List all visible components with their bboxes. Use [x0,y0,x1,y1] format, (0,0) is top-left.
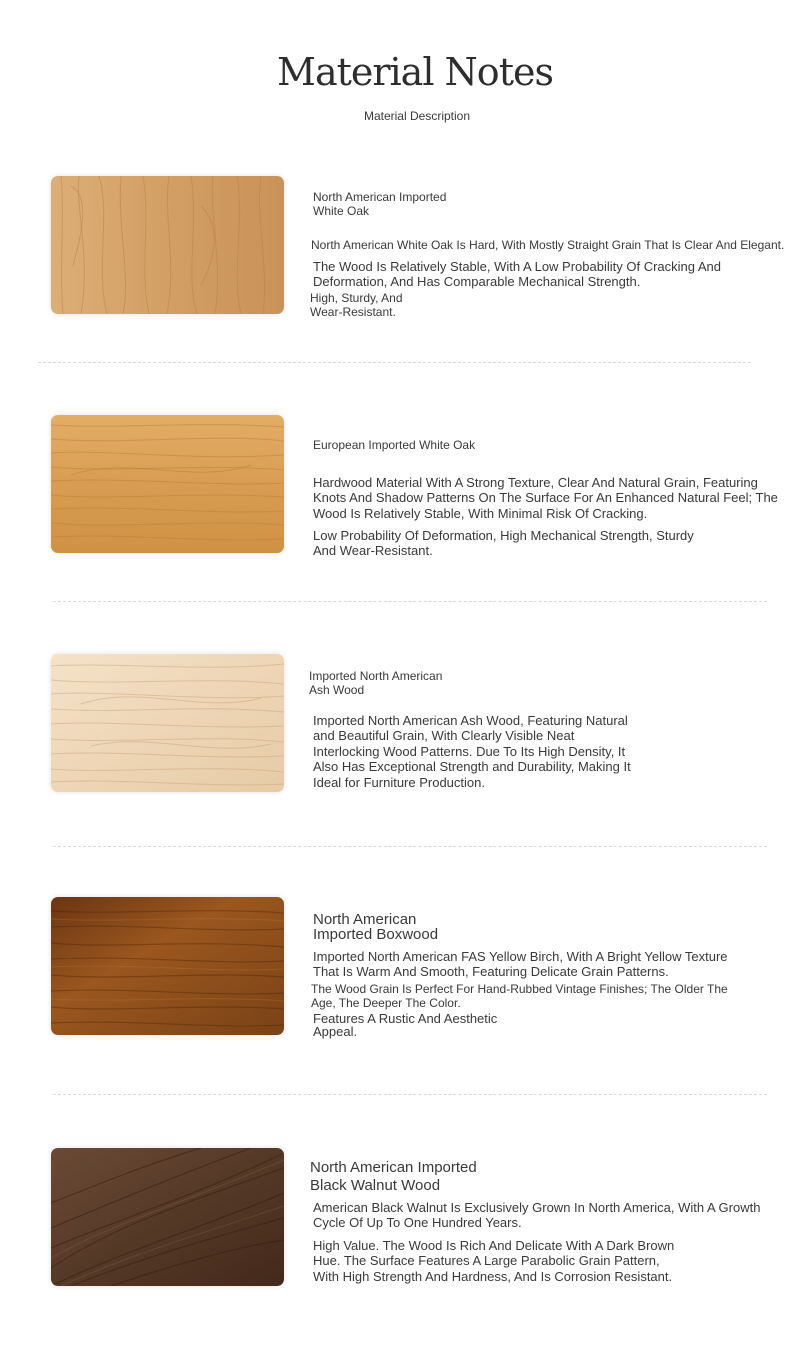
boxwood-desc-3: Features A Rustic And Aesthetic Appeal. [313,1011,498,1039]
divider-4 [53,1094,767,1095]
white-oak-desc-1: North American White Oak Is Hard, With Mostly Straight Grain That Is Clear And Elegant. [311,238,785,252]
boxwood-desc-1: Imported North American FAS Yellow Birch, With A Bright Yellow Texture That Is Warm And Smooth, Featuring Delicate Grain Patterns. [313,949,728,980]
ash-wood-name: Imported North American Ash Wood [309,669,443,697]
european-white-oak-name: European Imported White Oak [313,438,476,452]
black-walnut-name: North American Imported Black Walnut Wood [310,1159,477,1194]
european-white-oak-desc-2: Low Probability Of Deformation, High Mechanical Strength, Sturdy And Wear-Resistant. [313,528,694,559]
european-white-oak-swatch [51,415,284,553]
black-walnut-desc-1: American Black Walnut Is Exclusively Grown In North America, With A Growth Cycle Of Up To One Hundred Years. [313,1200,761,1231]
european-white-oak-desc-1: Hardwood Material With A Strong Texture, Clear And Natural Grain, Featuring Knots And Shadow Patterns On The Surface For An Enhanced Natural Feel; The Wood Is Relatively Stable, With Minimal Risk Of Cracking. [313,475,778,521]
ash-wood-swatch [51,654,284,792]
boxwood-name: North American Imported Boxwood [313,911,439,943]
white-oak-name: North American Imported White Oak [313,190,447,218]
divider-2 [53,601,767,602]
divider-1 [38,362,751,363]
page-subtitle: Material Description [363,109,471,123]
black-walnut-desc-2: High Value. The Wood Is Rich And Delicate With A Dark Brown Hue. The Surface Features A Large Parabolic Grain Pattern, With High Strength And Hardness, And Is Corrosion Resistant. [313,1238,675,1284]
boxwood-desc-2: The Wood Grain Is Perfect For Hand-Rubbed Vintage Finishes; The Older The Age, The Deeper The Color. [311,982,728,1010]
ash-wood-desc-1: Imported North American Ash Wood, Featuring Natural and Beautiful Grain, With Clearly Visible Neat Interlocking Wood Patterns. Due To Its High Density, It Also Has Exceptional Strength and Durability, Making It Ideal for Furniture Production. [313,713,631,790]
white-oak-swatch [51,176,284,314]
page-title: Material Notes [277,50,553,94]
black-walnut-swatch [51,1148,284,1286]
white-oak-desc-3: High, Sturdy, And Wear-Resistant. [310,291,403,319]
white-oak-desc-2: The Wood Is Relatively Stable, With A Low Probability Of Cracking And Deformation, And Has Comparable Mechanical Strength. [313,259,722,290]
divider-3 [53,846,767,847]
boxwood-swatch [51,897,284,1035]
